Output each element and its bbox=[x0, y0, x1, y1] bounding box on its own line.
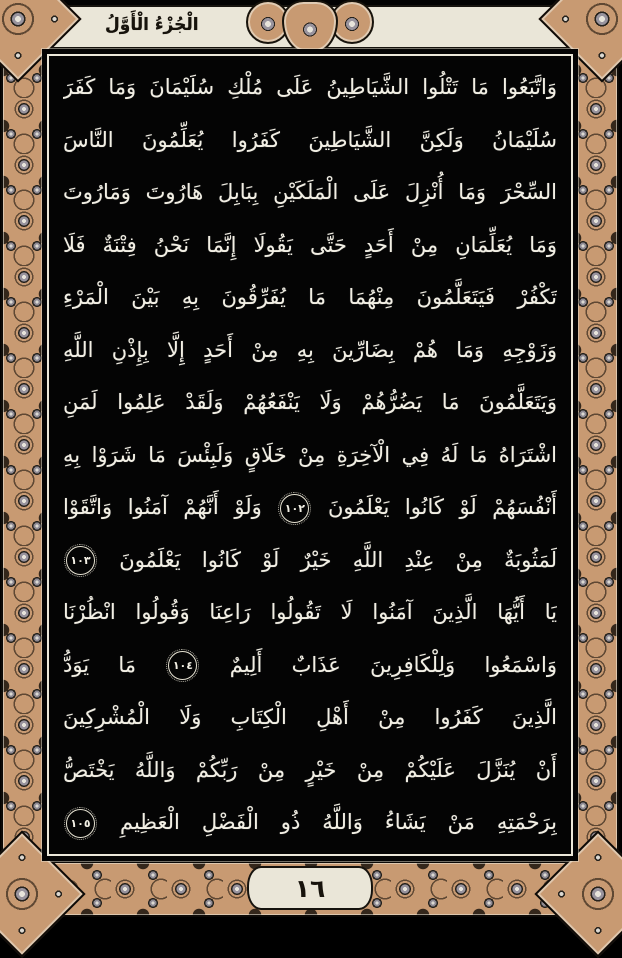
quran-line bbox=[64, 796, 558, 849]
ayah-text: السِّحْرَ وَمَا أُنْزِلَ عَلَى الْمَلَكَيْنِ بِبَابِلَ هَارُوتَ وَمَارُوتَ bbox=[64, 180, 558, 205]
juz-title: الْجُزْءُ الْأَوَّلُ bbox=[106, 15, 200, 35]
ayah-text: وَلَوْ أَنَّهُمْ آمَنُوا وَاتَّقَوْا bbox=[64, 495, 263, 520]
quran-line bbox=[64, 586, 558, 639]
floral-border-left bbox=[2, 42, 48, 869]
ayah-text: مَا يَوَدُّ bbox=[64, 652, 138, 677]
quran-line bbox=[64, 219, 558, 272]
page-number: ١٦ bbox=[295, 873, 327, 903]
ayah-text: وَيَتَعَلَّمُونَ مَا يَضُرُّهُمْ وَلَا يَنْفَعُهُمْ وَلَقَدْ عَلِمُوا لَمَنِ bbox=[64, 390, 558, 415]
quran-line bbox=[64, 114, 558, 167]
ayah-text: وَزَوْجِهِ وَمَا هُمْ بِضَارِّينَ بِهِ مِنْ أَحَدٍ إِلَّا بِإِذْنِ اللَّهِ bbox=[64, 337, 558, 362]
ayah-text: أَنْفُسَهُمْ لَوْ كَانُوا يَعْلَمُونَ bbox=[328, 495, 558, 520]
floral-border-right bbox=[574, 42, 620, 869]
ayah-text: بِرَحْمَتِهِ مَنْ يَشَاءُ وَاللَّهُ ذُو الْفَضْلِ الْعَظِيمِ bbox=[120, 810, 558, 835]
ayah-end-medallion-icon: ١٠٢ bbox=[281, 494, 310, 523]
floral-leaf-icon bbox=[283, 0, 339, 54]
page-number-cartouche bbox=[248, 866, 374, 910]
ayah-end-medallion-icon: ١٠٤ bbox=[169, 651, 198, 680]
ayah-text: وَاسْمَعُوا وَلِلْكَافِرِينَ عَذَابٌ أَلِيمٌ bbox=[230, 652, 558, 677]
quran-line bbox=[64, 481, 558, 534]
ayah-text: يَا أَيُّهَا الَّذِينَ آمَنُوا لَا تَقُولُوا رَاعِنَا وَقُولُوا انْظُرْنَا bbox=[64, 600, 558, 625]
quran-line bbox=[64, 376, 558, 429]
quran-line bbox=[64, 639, 558, 692]
ayah-text: سُلَيْمَانُ وَلَكِنَّ الشَّيَاطِينَ كَفَرُوا يُعَلِّمُونَ النَّاسَ bbox=[64, 127, 558, 152]
quran-line bbox=[64, 744, 558, 797]
ayah-text: اشْتَرَاهُ مَا لَهُ فِي الْآخِرَةِ مِنْ خَلَاقٍ وَلَبِئْسَ مَا شَرَوْا بِهِ bbox=[64, 442, 558, 467]
quran-text-lines bbox=[64, 61, 558, 849]
quran-line bbox=[64, 691, 558, 744]
quran-line bbox=[64, 166, 558, 219]
ayah-text: لَمَثُوبَةٌ مِنْ عِنْدِ اللَّهِ خَيْرٌ لَوْ كَانُوا يَعْلَمُونَ bbox=[120, 547, 558, 572]
ayah-end-medallion-icon: ١٠٥ bbox=[67, 809, 96, 838]
quran-line bbox=[64, 271, 558, 324]
quran-text-panel bbox=[48, 54, 574, 856]
ayah-text: الَّذِينَ كَفَرُوا مِنْ أَهْلِ الْكِتَابِ وَلَا الْمُشْرِكِينَ bbox=[64, 705, 558, 730]
trefoil-floral-ornament-icon bbox=[247, 0, 375, 54]
quran-line bbox=[64, 61, 558, 114]
quran-line bbox=[64, 324, 558, 377]
ayah-text: أَنْ يُنَزَّلَ عَلَيْكُمْ مِنْ خَيْرٍ مِنْ رَبِّكُمْ وَاللَّهُ يَخْتَصُّ bbox=[64, 757, 558, 782]
quran-line bbox=[64, 429, 558, 482]
ayah-text: وَمَا يُعَلِّمَانِ مِنْ أَحَدٍ حَتَّى يَقُولَا إِنَّمَا نَحْنُ فِتْنَةٌ فَلَا bbox=[64, 232, 558, 257]
ayah-text: تَكْفُرْ فَيَتَعَلَّمُونَ مِنْهُمَا مَا يُفَرِّقُونَ بِهِ بَيْنَ الْمَرْءِ bbox=[64, 285, 558, 310]
ayah-text: وَاتَّبَعُوا مَا تَتْلُوا الشَّيَاطِينُ عَلَى مُلْكِ سُلَيْمَانَ وَمَا كَفَرَ bbox=[64, 75, 558, 99]
quran-line bbox=[64, 534, 558, 587]
ayah-end-medallion-icon: ١٠٣ bbox=[67, 546, 96, 575]
